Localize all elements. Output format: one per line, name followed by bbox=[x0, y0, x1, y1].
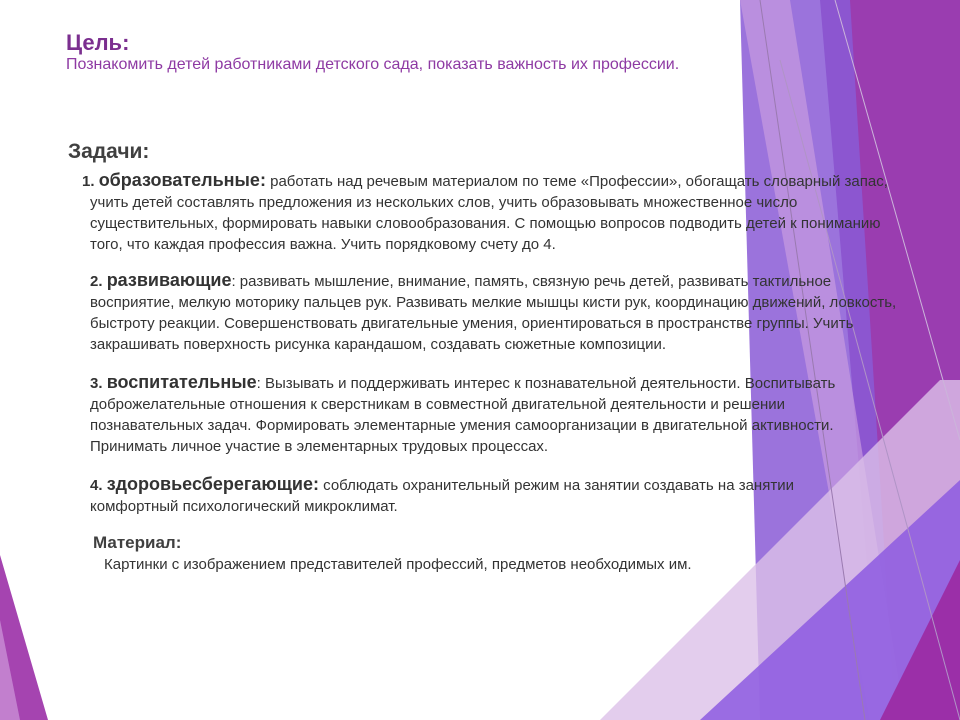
task-text-4: соблюдать охранительный режим на занятии создавать на занятии комфортный психологический микроклимат. bbox=[90, 477, 794, 515]
task-item-2 bbox=[90, 270, 900, 355]
task-item-4 bbox=[90, 474, 860, 517]
task-key-3: воспитательные bbox=[106, 372, 257, 392]
task-item-1 bbox=[82, 170, 905, 255]
task-text-2: : развивать мышление, внимание, память, связную речь детей, развивать тактильное восприятие, мелкую моторику пальцев рук. Развивать мелкие мышцы кисти рук, координацию движений, ловкость, быстроту реакции. Совершенствовать двигательные умения, ориентироваться в пространстве группы. Учить закрашивать поверхность рисунка карандашом, создавать сюжетные композиции. bbox=[90, 273, 897, 353]
task-key-2: развивающие bbox=[106, 270, 232, 290]
task-item-3 bbox=[90, 372, 900, 457]
goal-heading: Цель: bbox=[66, 30, 130, 55]
task-number-3: 3. bbox=[90, 375, 103, 392]
material-heading: Материал: bbox=[93, 533, 182, 552]
task-number-4: 4. bbox=[90, 477, 103, 494]
tasks-heading: Задачи: bbox=[68, 140, 150, 163]
material-text: Картинки с изображением представителей профессий, предметов необходимых им. bbox=[104, 556, 692, 573]
goal-text: Познакомить детей работниками детского сада, показать важность их профессии. bbox=[66, 56, 680, 73]
task-text-1: работать над речевым материалом по теме «Профессии», обогащать словарный запас, учить детей составлять предложения из нескольких слов, учить образовывать множественное число существительных, формировать навыки словообразования. С помощью вопросов подводить детей к пониманию того, что каждая профессия важна. Учить порядковому счету до 4. bbox=[90, 173, 888, 253]
task-key-1: образовательные: bbox=[98, 170, 266, 190]
task-number-2: 2. bbox=[90, 273, 103, 290]
task-number-1: 1. bbox=[82, 173, 95, 190]
task-key-4: здоровьесберегающие: bbox=[106, 474, 319, 494]
task-text-3: : Вызывать и поддерживать интерес к познавательной деятельности. Воспитывать доброжелательные отношения к сверстникам в совместной двигательной деятельности и решении познавательных задач. Формировать элементарные умения самоорганизации в двигательной активности. Принимать личное участие в элементарных трудовых процессах. bbox=[90, 375, 836, 455]
